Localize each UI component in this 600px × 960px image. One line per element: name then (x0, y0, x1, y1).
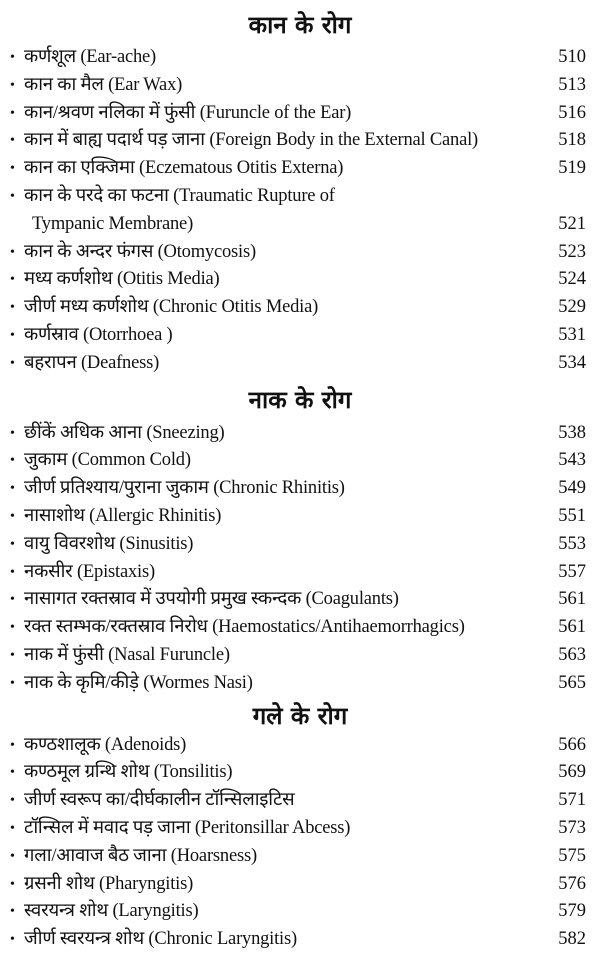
bullet-icon: • (10, 508, 15, 524)
bullet-icon: • (10, 876, 15, 892)
entry-title: कर्णस्राव (Otorrhoea ) (24, 324, 173, 345)
toc-entry (0, 72, 600, 100)
toc-entry (0, 503, 600, 531)
page-number: 553 (558, 533, 586, 554)
bullet-icon: • (10, 188, 15, 204)
bullet-icon: • (10, 300, 15, 316)
entry-title: कान/श्रवण नलिका में फुंसी (Furuncle of the Ear) (24, 102, 352, 123)
toc-entry (0, 183, 600, 211)
bullet-icon: • (10, 50, 15, 65)
bullet-icon: • (10, 161, 15, 177)
bullet-icon: • (10, 592, 15, 608)
entry-title: जीर्ण स्वरूप का/दीर्घकालीन टॉन्सिलाइटिस (24, 790, 295, 811)
page-number: 566 (558, 734, 586, 755)
toc-entry (0, 350, 600, 378)
page-number: 534 (558, 352, 586, 373)
entry-title: जीर्ण प्रतिश्याय/पुराना जुकाम (Chronic Rhinitis) (24, 478, 345, 499)
bullet-icon: • (10, 620, 15, 636)
bullet-icon: • (10, 133, 15, 149)
entry-title: कान के अन्दर फंगस (Otomycosis) (24, 241, 256, 262)
entry-title: बहरापन (Deafness) (24, 352, 160, 373)
entry-title: जीर्ण स्वरयन्त्र शोथ (Chronic Laryngitis) (24, 929, 297, 950)
entry-title: छींकें अधिक आना (Sneezing) (24, 422, 225, 443)
entry-title-line2: Tympanic Membrane) (32, 213, 194, 234)
entry-title: कर्णशूल (Ear-ache) (24, 47, 156, 67)
toc-entry (0, 670, 600, 698)
page-number: 579 (558, 901, 586, 922)
toc-entry (0, 294, 600, 322)
page-number: 543 (558, 450, 586, 471)
entry-title: मध्य कर्णशोथ (Otitis Media) (24, 269, 220, 290)
bullet-icon: • (10, 793, 15, 809)
page-number: 575 (558, 845, 586, 866)
entry-title: कान का एक्जिमा (Eczematous Otitis Externa) (24, 158, 344, 179)
toc-entry (0, 732, 600, 760)
bullet-icon: • (10, 481, 15, 497)
page-number: 551 (558, 505, 586, 526)
page-number: 524 (558, 269, 586, 290)
page-number: 521 (558, 213, 586, 234)
page-number: 549 (558, 478, 586, 499)
bullet-icon: • (10, 647, 15, 663)
toc-entry (0, 531, 600, 559)
entry-title: नकसीर (Epistaxis) (24, 561, 155, 582)
toc-section (0, 698, 600, 954)
section-heading: नाक के रोग (248, 385, 352, 414)
page-number: 571 (558, 790, 586, 811)
toc-entry (0, 475, 600, 503)
page-number: 523 (558, 241, 586, 262)
page-number: 561 (558, 589, 586, 610)
entry-title: कान में बाह्य पदार्थ पड़ जाना (Foreign Body in the External Canal) (24, 130, 479, 151)
toc-entry (0, 586, 600, 614)
entry-title: कान के परदे का फटना (Traumatic Rupture of (24, 185, 335, 206)
bullet-icon: • (10, 105, 15, 121)
page-number: 518 (558, 130, 586, 151)
page-number: 563 (558, 644, 586, 665)
bullet-icon: • (10, 765, 15, 781)
entry-title: नासाशोथ (Allergic Rhinitis) (24, 505, 222, 526)
bullet-icon: • (10, 848, 15, 864)
toc-entry (0, 322, 600, 350)
page-number: 531 (558, 324, 586, 345)
entry-title: गला/आवाज बैठ जाना (Hoarsness) (24, 845, 257, 866)
page-number: 557 (558, 561, 586, 582)
section-heading: कान के रोग (248, 11, 352, 39)
toc-entry (0, 44, 600, 72)
entry-title: स्वरयन्त्र शोथ (Laryngitis) (24, 901, 199, 922)
page-number: 510 (558, 47, 586, 67)
toc-section (0, 0, 600, 378)
entry-title: वायु विवरशोथ (Sinusitis) (24, 533, 194, 554)
page-number: 513 (558, 74, 586, 95)
entry-title: नाक में फुंसी (Nasal Furuncle) (24, 644, 230, 665)
page-number: 529 (558, 297, 586, 318)
bullet-icon: • (10, 453, 15, 469)
entry-title: नासागत रक्तस्राव में उपयोगी प्रमुख स्कन्दक (Coagulants) (24, 589, 399, 610)
bullet-icon: • (10, 904, 15, 920)
page-number: 538 (558, 422, 586, 443)
page-number: 573 (558, 817, 586, 838)
bullet-icon: • (10, 355, 15, 371)
toc-entry (0, 559, 600, 587)
toc-entry (0, 239, 600, 267)
page-number: 582 (558, 929, 586, 950)
bullet-icon: • (10, 564, 15, 580)
section-heading: गले के रोग (252, 701, 348, 730)
page-number: 561 (558, 617, 586, 638)
toc-entry (0, 759, 600, 787)
bullet-icon: • (10, 932, 15, 948)
bullet-icon: • (10, 820, 15, 836)
bullet-icon: • (10, 327, 15, 343)
toc-entry (0, 447, 600, 475)
bullet-icon: • (10, 244, 15, 260)
page-number: 569 (558, 762, 586, 783)
entry-title: कण्ठमूल ग्रन्थि शोथ (Tonsilitis) (24, 762, 233, 783)
bullet-icon: • (10, 737, 15, 753)
bullet-icon: • (10, 77, 15, 93)
toc-entry (0, 898, 600, 926)
bullet-icon: • (10, 536, 15, 552)
toc-entry (0, 871, 600, 899)
toc-entry (0, 155, 600, 183)
toc-entry (0, 642, 600, 670)
toc-entry (0, 420, 600, 448)
bullet-icon: • (10, 425, 15, 441)
page-number: 576 (558, 873, 586, 894)
entry-title: रक्त स्तम्भक/रक्तस्राव निरोध (Haemostatics/Antihaemorrhagics) (24, 617, 465, 638)
toc-section (0, 378, 600, 698)
entry-title: टॉन्सिल में मवाद पड़ जाना (Peritonsillar Abcess) (24, 817, 351, 838)
toc-entry (0, 815, 600, 843)
toc-entry (0, 127, 600, 155)
entry-title: नाक के कृमि/कीड़े (Wormes Nasi) (24, 672, 253, 693)
toc-entry (0, 614, 600, 642)
page-number: 565 (558, 672, 586, 693)
bullet-icon: • (10, 675, 15, 691)
toc-entry (0, 843, 600, 871)
entry-title: जीर्ण मध्य कर्णशोथ (Chronic Otitis Media) (24, 297, 319, 318)
toc-entry (0, 266, 600, 294)
toc-entry (0, 926, 600, 954)
page-number: 516 (558, 102, 586, 123)
entry-title: जुकाम (Common Cold) (24, 450, 191, 471)
entry-title: कण्ठशालूक (Adenoids) (24, 734, 187, 755)
page-number: 519 (558, 158, 586, 179)
toc-entry-continuation (0, 211, 600, 239)
toc-entry (0, 787, 600, 815)
entry-title: ग्रसनी शोथ (Pharyngitis) (24, 873, 194, 894)
toc-entry (0, 100, 600, 128)
bullet-icon: • (10, 272, 15, 288)
entry-title: कान का मैल (Ear Wax) (24, 74, 183, 95)
